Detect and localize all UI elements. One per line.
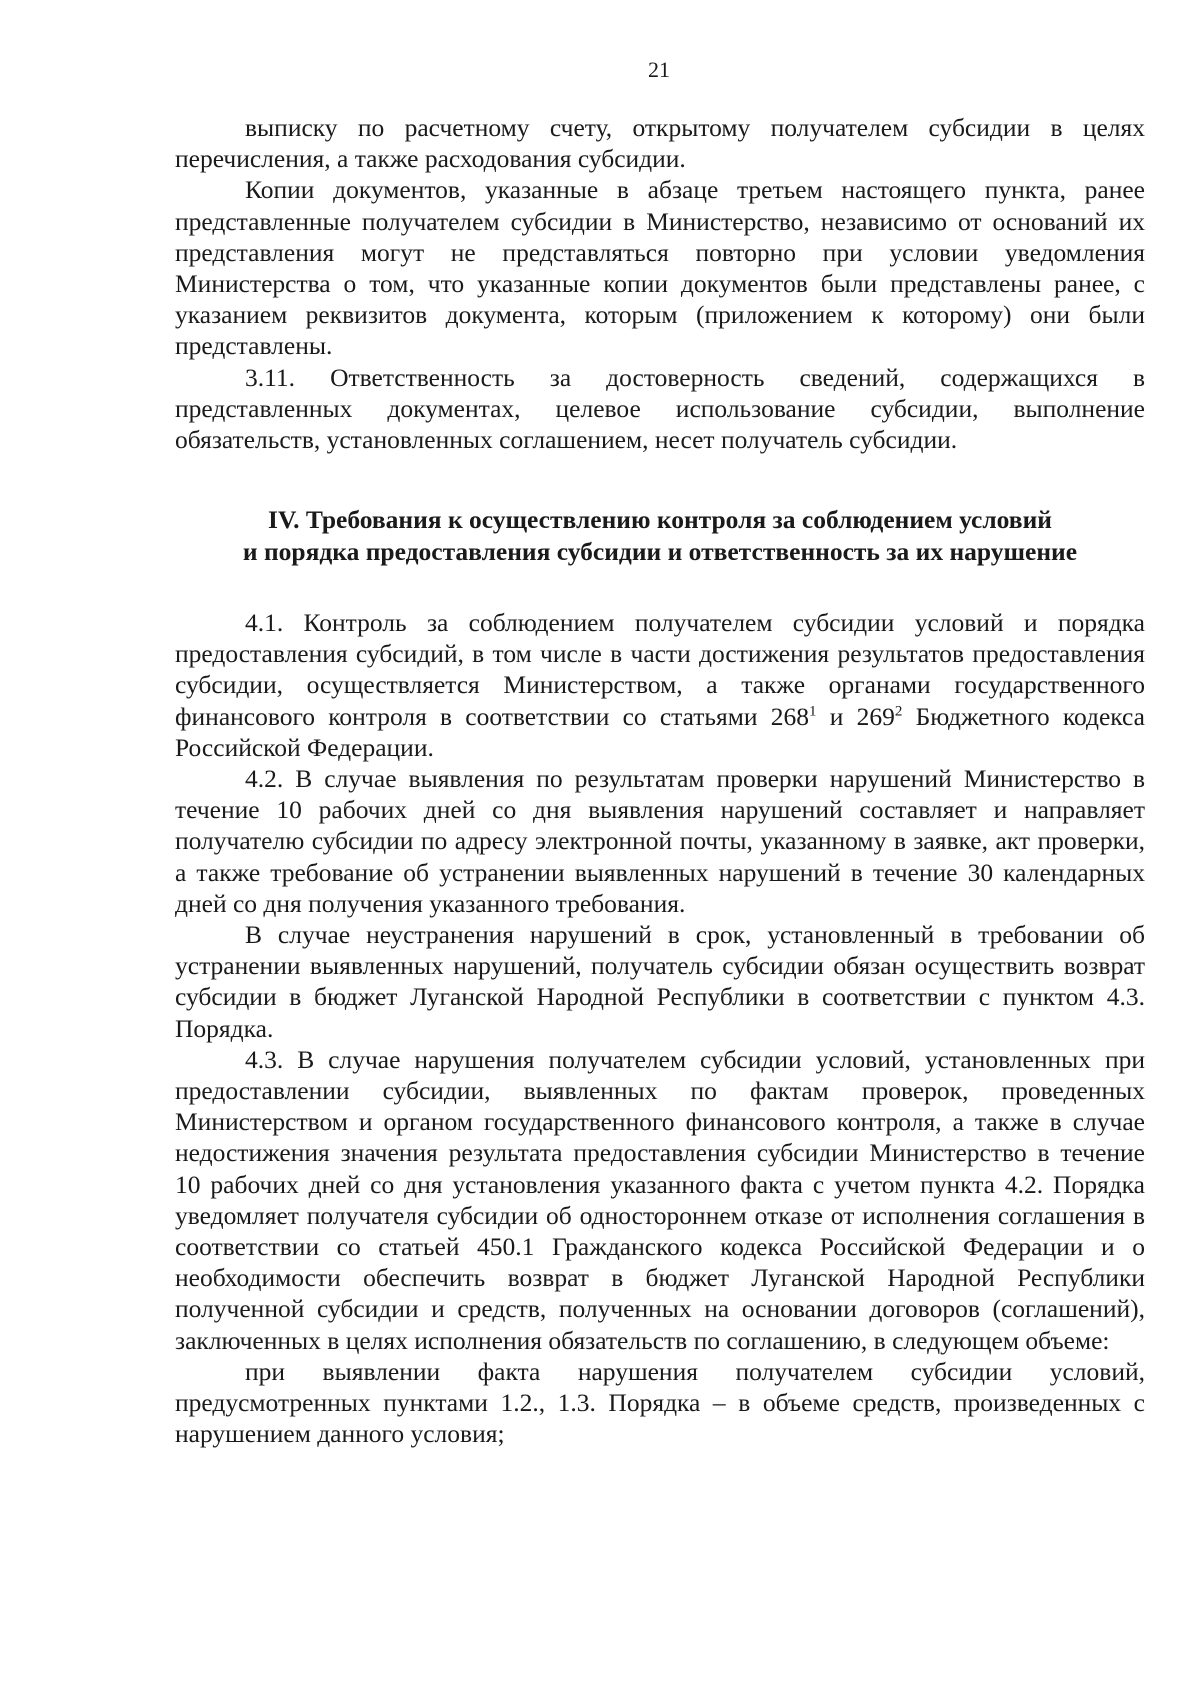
section-4-heading [175, 504, 1145, 568]
paragraph-4-2-violations: 4.2. В случае выявления по результатам проверки нарушений Министерство в течение 10 рабочих дней со дня выявления нарушений составляет и направляет получателю субсидии по адресу электронной почты, указанному в заявке, акт проверки, а также требование об устранении выявленных нарушений в течение 30 календарных дней со дня получения указанного требования. [175, 764, 1145, 918]
paragraph-4-2-non-elimination: В случае неустранения нарушений в срок, установленный в требовании об устранении выявленных нарушений, получатель субсидии обязан осуществить возврат субсидии в бюджет Луганской Народной Республики в соответствии с пунктом 4.3. Порядка. [175, 920, 1145, 1043]
section-4-text [175, 607, 1145, 1449]
paragraph-4-3-refund: 4.3. В случае нарушения получателем субсидии условий, установленных при предоставлении субсидии, выявленных по фактам проверок, проведенных Министерством и органом государственного финансового контроля, а также в случае недостижения значения результата предоставления субсидии Министерство в течение 10 рабочих дней со дня установления указанного факта с учетом пункта 4.2. Порядка уведомляет получателя субсидии об одностороннем отказе от исполнения соглашения в соответствии со статьей 450.1 Гражданского кодекса Российской Федерации и о необходимости обеспечить возврат в бюджет Луганской Народной Республики полученной субсидии и средств, полученных на основании договоров (соглашений), заключенных в целях исполнения обязательств по соглашению, в следующем объеме: [175, 1044, 1145, 1355]
page-number: 21 [648, 57, 670, 82]
paragraph-4-1-text-part-1: 4.1. Контроль за соблюдением получателем субсидии условий и порядка предоставления субсидий, в том числе в части достижения результатов предоставления субсидии, осуществляется Министерством, а также органами государственного финансового контроля в соответствии со статьями 268 [175, 608, 1145, 731]
section-3-text [175, 112, 1145, 455]
paragraph-3-11-responsibility: 3.11. Ответственность за достоверность сведений, содержащихся в представленных документах, целевое использование субсидии, выполнение обязательств, установленных соглашением, несет получатель субсидии. [175, 362, 1145, 455]
paragraph-4-3-volume: при выявлении факта нарушения получателем субсидии условий, предусмотренных пунктами 1.2., 1.3. Порядка – в объеме средств, произведенных с нарушением данного условия; [175, 1356, 1145, 1449]
paragraph-4-1-control [175, 607, 1145, 763]
paragraph-account-statement: выписку по расчетному счету, открытому получателем субсидии в целях перечисления, а также расходования субсидии. [175, 113, 1145, 174]
paragraph-document-copies: Копии документов, указанные в абзаце третьем настоящего пункта, ранее представленные получателем субсидии в Министерство, независимо от оснований их представления могут не представляться повторно при условии уведомления Министерства о том, что указанные копии документов были представлены ранее, с указанием реквизитов документа, которым (приложением к которому) они были представлены. [175, 175, 1145, 361]
paragraph-4-1-text-part-2: и 269 [816, 701, 895, 731]
section-4-heading-line-1: IV. Требования к осуществлению контроля за соблюдением условий [268, 505, 1052, 534]
paragraph-4-1-superscript-1: 1 [809, 703, 817, 720]
paragraph-4-1-text-part-3: Бюджетного кодекса Российской Федерации. [175, 701, 1145, 762]
section-4-heading-line-2: и порядка предоставления субсидии и ответственность за их нарушение [242, 537, 1078, 566]
paragraph-4-1-superscript-2: 2 [894, 703, 903, 720]
